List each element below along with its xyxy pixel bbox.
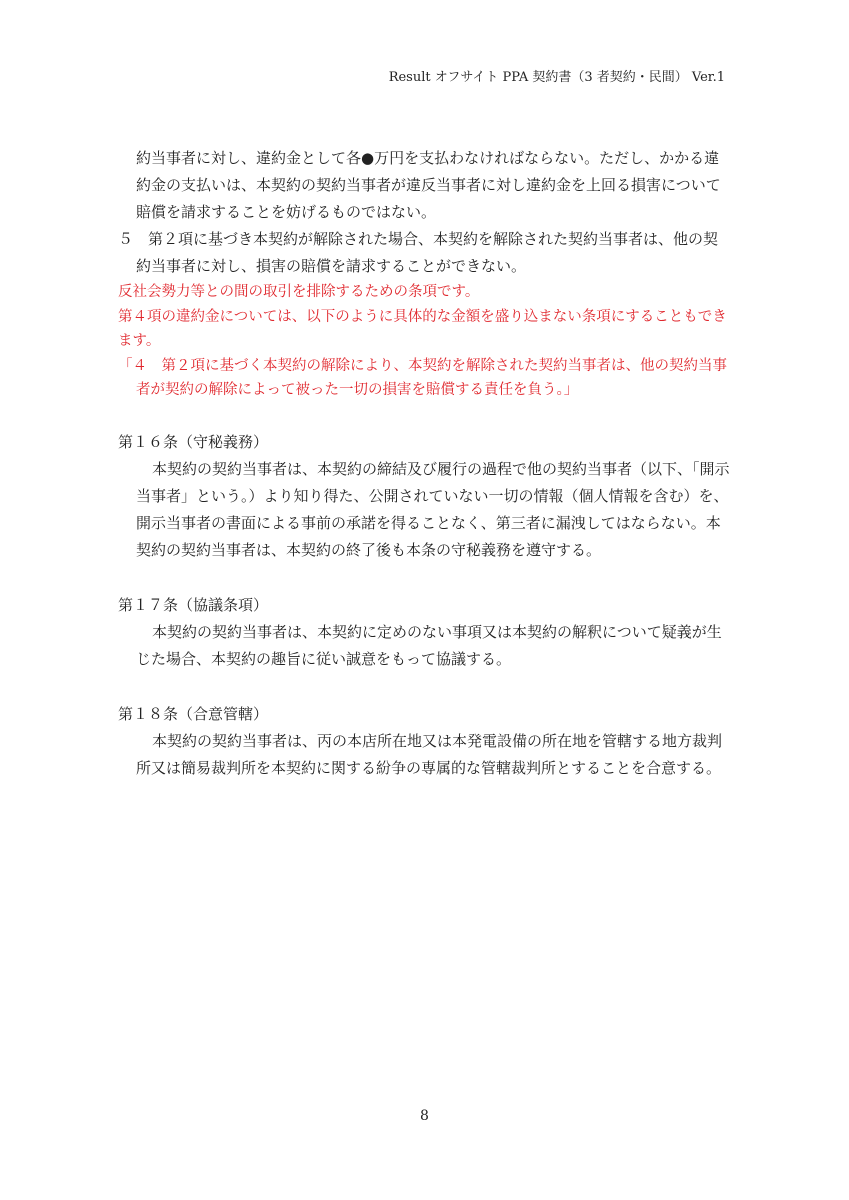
document-body bbox=[118, 145, 730, 782]
page-number: 8 bbox=[420, 1108, 429, 1124]
document-header: Result オフサイト PPA 契約書（3 者契約・民間） Ver.1 bbox=[388, 70, 725, 85]
article18-body: 本契約の契約当事者は、丙の本店所在地又は本発電設備の所在地を管轄する地方裁判所又は簡易裁判所を本契約に関する紛争の専属的な管轄裁判所とすることを合意する。 bbox=[136, 731, 723, 777]
editor-notes bbox=[118, 280, 730, 403]
article16-body: 本契約の契約当事者は、本契約の締結及び履行の過程で他の契約当事者（以下、「開示当事者」という。）より知り得た、公開されていない一切の情報（個人情報を含む）を、開示当事者の書面による事前の承諾を得ることなく、第三者に漏洩してはならない。本契約の契約当事者は、本契約の終了後も本条の守秘義務を遵守する。 bbox=[136, 459, 730, 559]
article17-body: 本契約の契約当事者は、本契約に定めのない事項又は本契約の解釈について疑義が生じた場合、本契約の趣旨に従い誠意をもって協議する。 bbox=[136, 622, 722, 668]
article18-title: 第１８条（合意管轄） bbox=[118, 704, 269, 723]
article16-title: 第１６条（守秘義務） bbox=[118, 432, 269, 451]
note-line-3: 「４ 第２項に基づく本契約の解除により、本契約を解除された契約当事者は、他の契約当事者が契約の解除によって被った一切の損害を賠償する責任を負う。」 bbox=[118, 357, 727, 398]
clause15-item5: ５ 第２項に基づき本契約が解除された場合、本契約を解除された契約当事者は、他の契約当事者に対し、損害の賠償を請求することができない。 bbox=[118, 230, 719, 275]
clause15-continuation: 約当事者に対し、違約金として各●万円を支払わなければならない。ただし、かかる違約金の支払いは、本契約の契約当事者が違反当事者に対し違約金を上回る損害について賠償を請求することを妨げるものではない。 bbox=[136, 149, 721, 221]
note-line-1: 反社会勢力等との間の取引を排除するための条項です。 bbox=[118, 284, 480, 300]
article17-title: 第１７条（協議条項） bbox=[118, 595, 269, 614]
note-line-2: 第４項の違約金については、以下のように具体的な金額を盛り込まない条項にすることもできます。 bbox=[118, 308, 727, 349]
